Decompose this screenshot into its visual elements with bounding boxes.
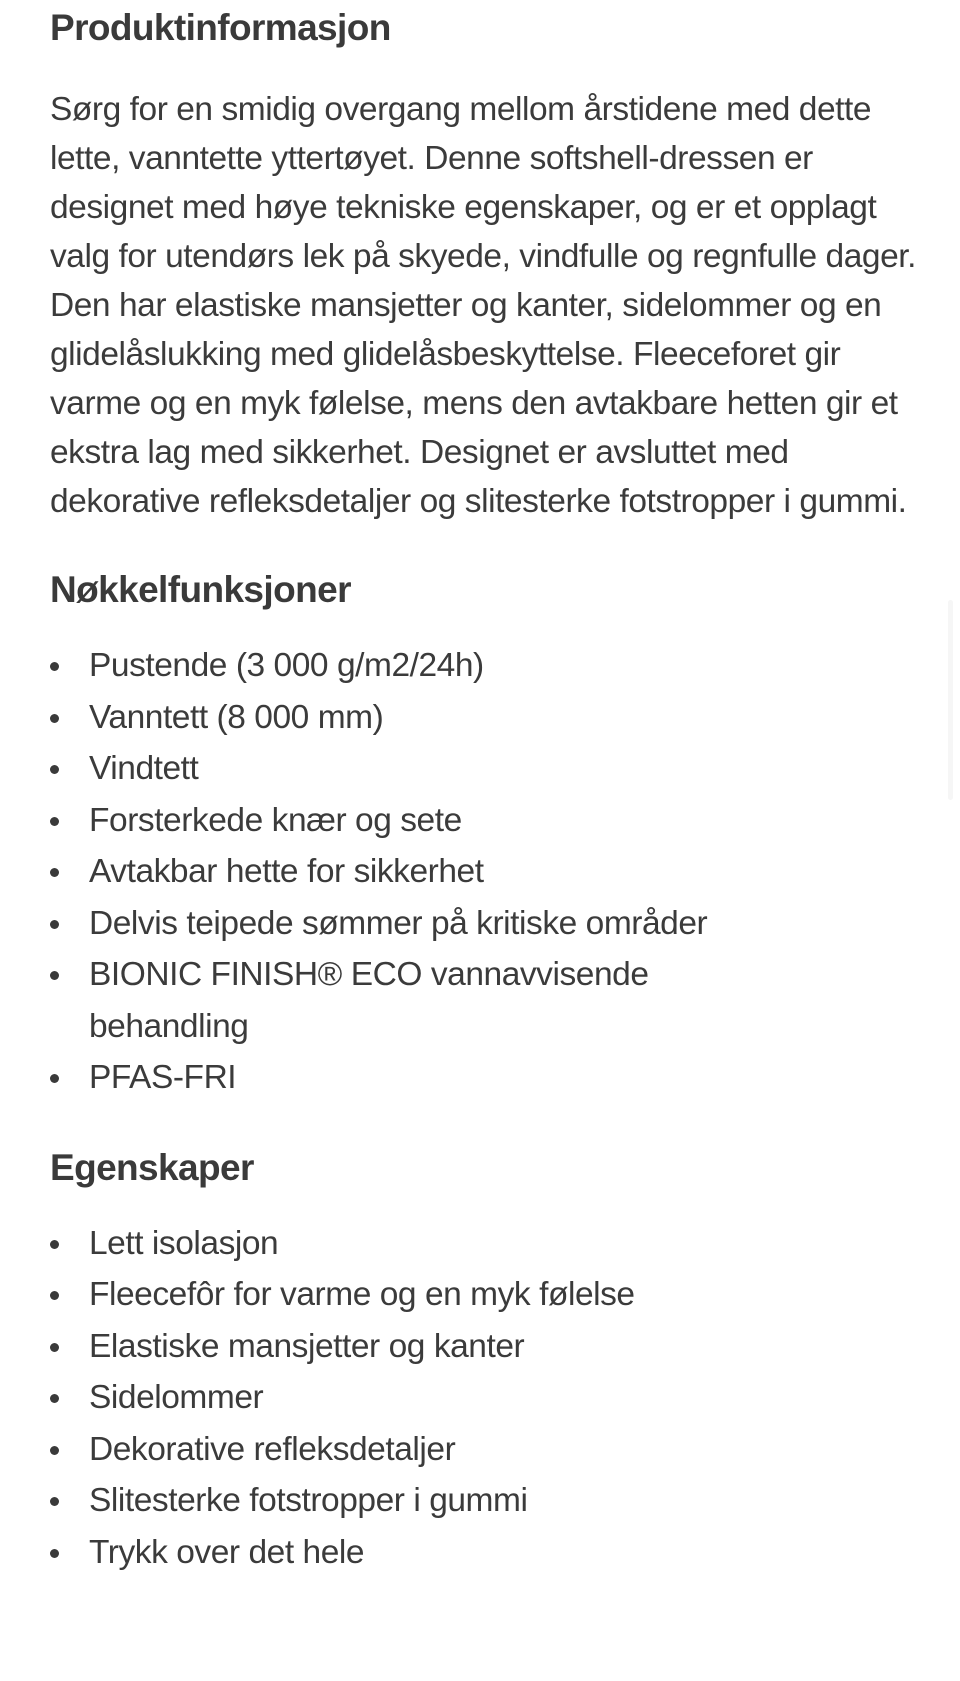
list-item: [50, 1372, 930, 1424]
list-item-text: Lett isolasjon: [89, 1224, 279, 1262]
list-item: [50, 949, 789, 1052]
bullet-icon: [50, 765, 59, 774]
properties-list: [50, 1218, 930, 1579]
list-item: [50, 1052, 930, 1104]
list-item: [50, 1321, 930, 1373]
list-item: [50, 1475, 930, 1527]
list-item-text: Fleecefôr for varme og en myk følelse: [89, 1276, 635, 1313]
bullet-icon: [50, 662, 59, 671]
bullet-icon: [50, 1549, 59, 1558]
properties-section: [50, 1148, 930, 1579]
list-item: [50, 1424, 930, 1476]
list-item: [50, 640, 930, 692]
list-item-text: Forsterkede knær og sete: [89, 801, 462, 839]
list-item-text: Sidelommer: [89, 1379, 264, 1416]
list-item-text: Slitesterke fotstropper i gummi: [89, 1482, 528, 1519]
bullet-icon: [50, 1074, 59, 1083]
key-features-list: [50, 640, 930, 1104]
bullet-icon: [50, 920, 59, 929]
bullet-icon: [50, 714, 59, 723]
list-item-text: Vindtett: [89, 750, 199, 787]
product-info-section: [50, 8, 930, 526]
list-item: [50, 846, 930, 898]
list-item-text: Pustende (3 000 g/m2/24h): [89, 647, 484, 684]
bullet-icon: [50, 1343, 59, 1352]
list-item: [50, 1527, 930, 1579]
list-item-text: BIONIC FINISH® ECO vannavvisende behandling: [89, 956, 649, 1045]
bullet-icon: [50, 868, 59, 877]
bullet-icon: [50, 971, 59, 980]
list-item-text: Trykk over det hele: [89, 1533, 365, 1571]
product-description: Sørg for en smidig overgang mellom årstidene med dette lette, vanntette yttertøyet. Denne softshell-dressen er designet med høye tekniske egenskaper, og er et opplagt valg for utendørs lek på skyede, vindfulle og regnfulle dager. Den har elastiske mansjetter og kanter, sidelommer og en glidelåslukking med glidelåsbeskyttelse. Fleeceforet gir varme og en myk følelse, mens den avtakbare hetten gir et ekstra lag med sikkerhet. Designet er avsluttet med dekorative refleksdetaljer og slitesterke fotstropper i gummi.: [50, 91, 916, 520]
bullet-icon: [50, 1497, 59, 1506]
list-item-text: Vanntett (8 000 mm): [89, 698, 384, 736]
bullet-icon: [50, 1394, 59, 1403]
key-features-heading: Nøkkelfunksjoner: [50, 569, 351, 610]
bullet-icon: [50, 1291, 59, 1300]
list-item: [50, 692, 930, 744]
list-item-text: Avtakbar hette for sikkerhet: [89, 853, 484, 890]
scrollbar[interactable]: [948, 600, 953, 800]
key-features-section: [50, 570, 930, 1104]
list-item: [50, 1269, 930, 1321]
list-item-text: PFAS-FRI: [89, 1059, 237, 1096]
bullet-icon: [50, 1240, 59, 1249]
bullet-icon: [50, 1446, 59, 1455]
list-item: [50, 1218, 930, 1270]
list-item-text: Delvis teipede sømmer på kritiske områder: [89, 904, 708, 942]
list-item: [50, 795, 930, 847]
product-details: [50, 0, 930, 1578]
list-item-text: Dekorative refleksdetaljer: [89, 1430, 456, 1468]
bullet-icon: [50, 817, 59, 826]
list-item: [50, 898, 930, 950]
properties-heading: Egenskaper: [50, 1146, 254, 1188]
list-item: [50, 743, 930, 795]
list-item-text: Elastiske mansjetter og kanter: [89, 1327, 525, 1365]
product-info-heading: Produktinformasjon: [50, 7, 391, 48]
